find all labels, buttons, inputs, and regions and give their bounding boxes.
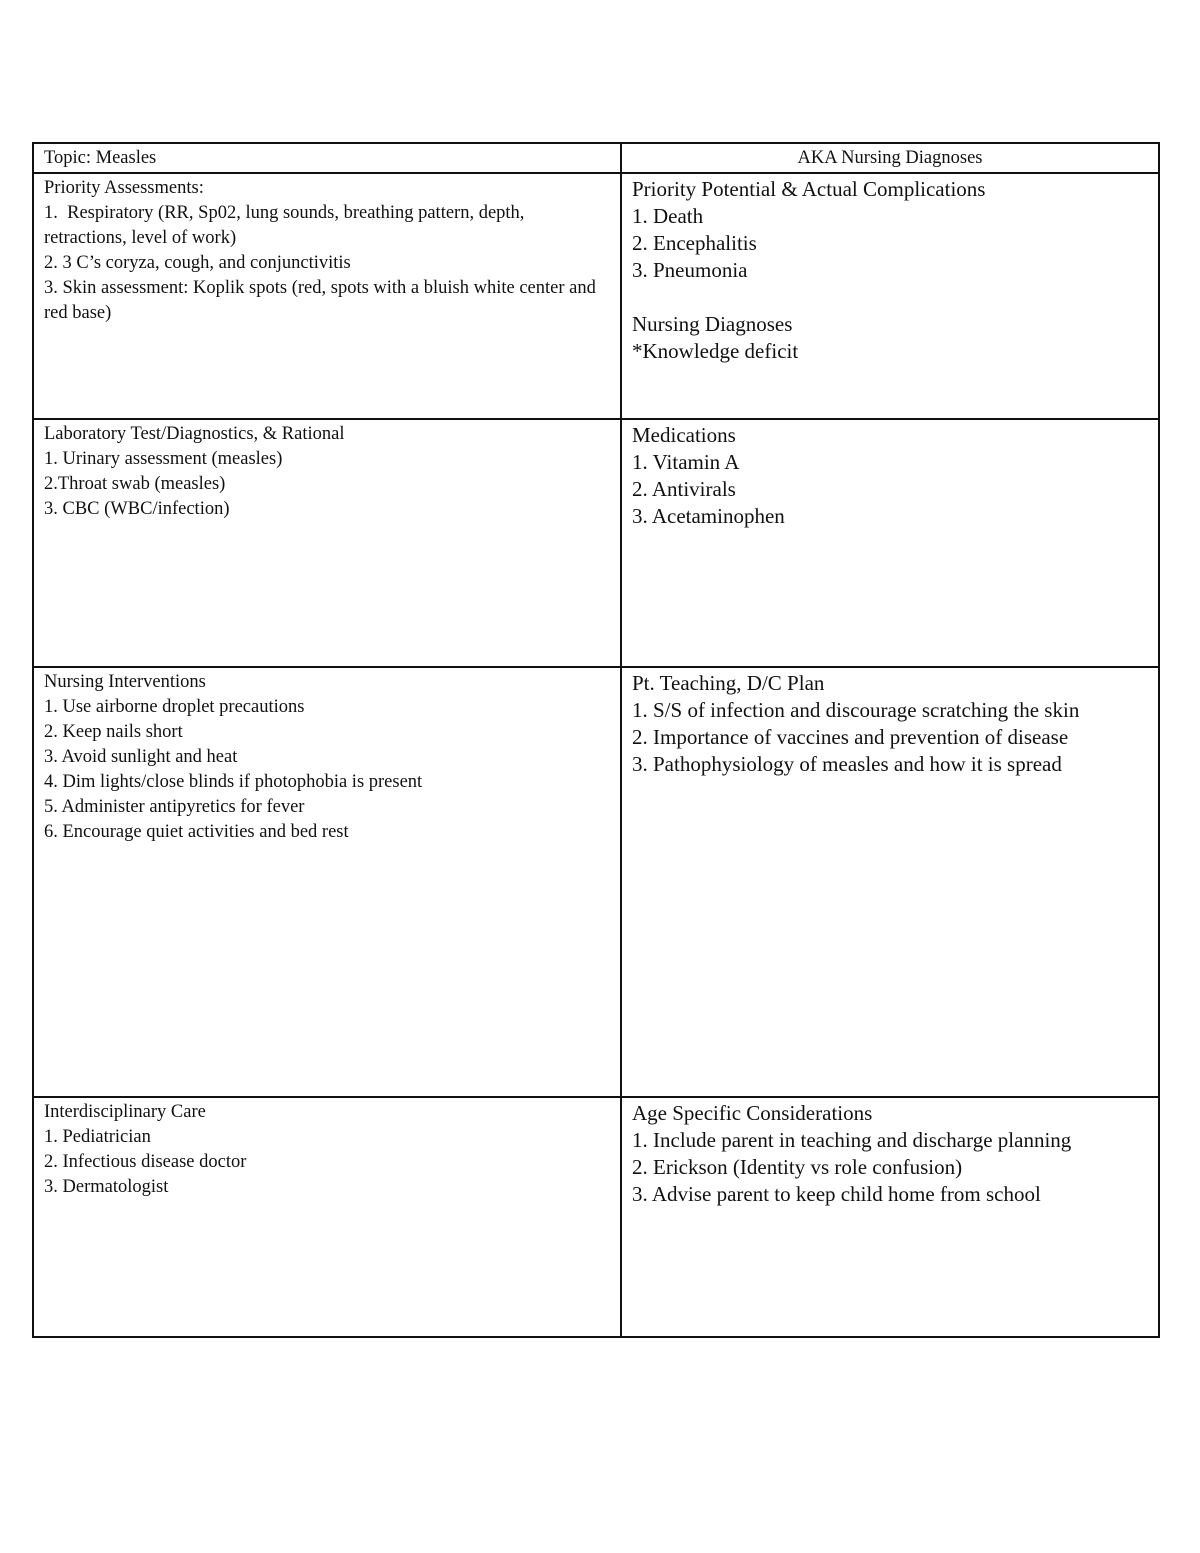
section-heading: Nursing Diagnoses xyxy=(632,312,793,336)
list-item: 6. Encourage quiet activities and bed rest xyxy=(44,822,349,842)
topic-cell xyxy=(34,144,622,172)
medications-cell xyxy=(622,420,1158,666)
priority-assessments-cell xyxy=(34,174,622,418)
list-item: 5. Administer antipyretics for fever xyxy=(44,797,305,817)
section-heading: Laboratory Test/Diagnostics, & Rational xyxy=(44,424,345,444)
labs-row xyxy=(34,418,1158,666)
list-item: 3. Dermatologist xyxy=(44,1177,169,1197)
teaching-cell xyxy=(622,668,1158,1096)
assessments-row xyxy=(34,172,1158,418)
care-plan-table xyxy=(32,142,1160,1338)
section-heading: Pt. Teaching, D/C Plan xyxy=(632,671,825,695)
interdisciplinary-cell xyxy=(34,1098,622,1336)
section-heading: Medications xyxy=(632,423,736,447)
list-item: 2. Infectious disease doctor xyxy=(44,1152,247,1172)
list-item: 2. 3 C’s coryza, cough, and conjunctivitis xyxy=(44,253,351,273)
age-specific-cell xyxy=(622,1098,1158,1336)
list-item: 2. Antivirals xyxy=(632,477,736,501)
list-item: 1. Death xyxy=(632,204,704,228)
blank-line xyxy=(632,284,1148,311)
aka-cell xyxy=(622,144,1158,172)
aka-label: AKA Nursing Diagnoses xyxy=(797,148,983,168)
topic-label: Topic: Measles xyxy=(44,148,157,168)
list-item: 1. Vitamin A xyxy=(632,450,740,474)
list-item: 3. Advise parent to keep child home from school xyxy=(632,1182,1041,1206)
list-item: 2. Keep nails short xyxy=(44,722,183,742)
section-heading: Priority Assessments: xyxy=(44,178,204,198)
care-row xyxy=(34,1096,1158,1336)
section-heading: Age Specific Considerations xyxy=(632,1101,873,1125)
list-item: 3. Avoid sunlight and heat xyxy=(44,747,238,767)
list-item: 1. Urinary assessment (measles) xyxy=(44,449,283,469)
list-item: 3. Pathophysiology of measles and how it is spread xyxy=(632,752,1062,776)
section-heading: Priority Potential & Actual Complications xyxy=(632,177,986,201)
list-item: 1. Include parent in teaching and discharge planning xyxy=(632,1128,1072,1152)
list-item: 3. Acetaminophen xyxy=(632,504,785,528)
list-item: 3. Skin assessment: Koplik spots (red, spots with a bluish white center and red base) xyxy=(44,278,601,323)
list-item: 2. Erickson (Identity vs role confusion) xyxy=(632,1155,963,1179)
interventions-row xyxy=(34,666,1158,1096)
list-item: 1. Respiratory (RR, Sp02, lung sounds, breathing pattern, depth, retractions, level of work) xyxy=(44,203,530,248)
list-item: 2.Throat swab (measles) xyxy=(44,474,226,494)
section-heading: Nursing Interventions xyxy=(44,672,206,692)
list-item: *Knowledge deficit xyxy=(632,339,799,363)
header-row xyxy=(34,144,1158,172)
lab-tests-cell xyxy=(34,420,622,666)
list-item: 3. CBC (WBC/infection) xyxy=(44,499,230,519)
list-item: 1. Pediatrician xyxy=(44,1127,151,1147)
complications-cell xyxy=(622,174,1158,418)
list-item: 3. Pneumonia xyxy=(632,258,748,282)
interventions-cell xyxy=(34,668,622,1096)
list-item: 4. Dim lights/close blinds if photophobia is present xyxy=(44,772,423,792)
section-heading: Interdisciplinary Care xyxy=(44,1102,206,1122)
list-item: 2. Encephalitis xyxy=(632,231,757,255)
list-item: 1. Use airborne droplet precautions xyxy=(44,697,305,717)
list-item: 2. Importance of vaccines and prevention of disease xyxy=(632,725,1069,749)
list-item: 1. S/S of infection and discourage scratching the skin xyxy=(632,698,1080,722)
